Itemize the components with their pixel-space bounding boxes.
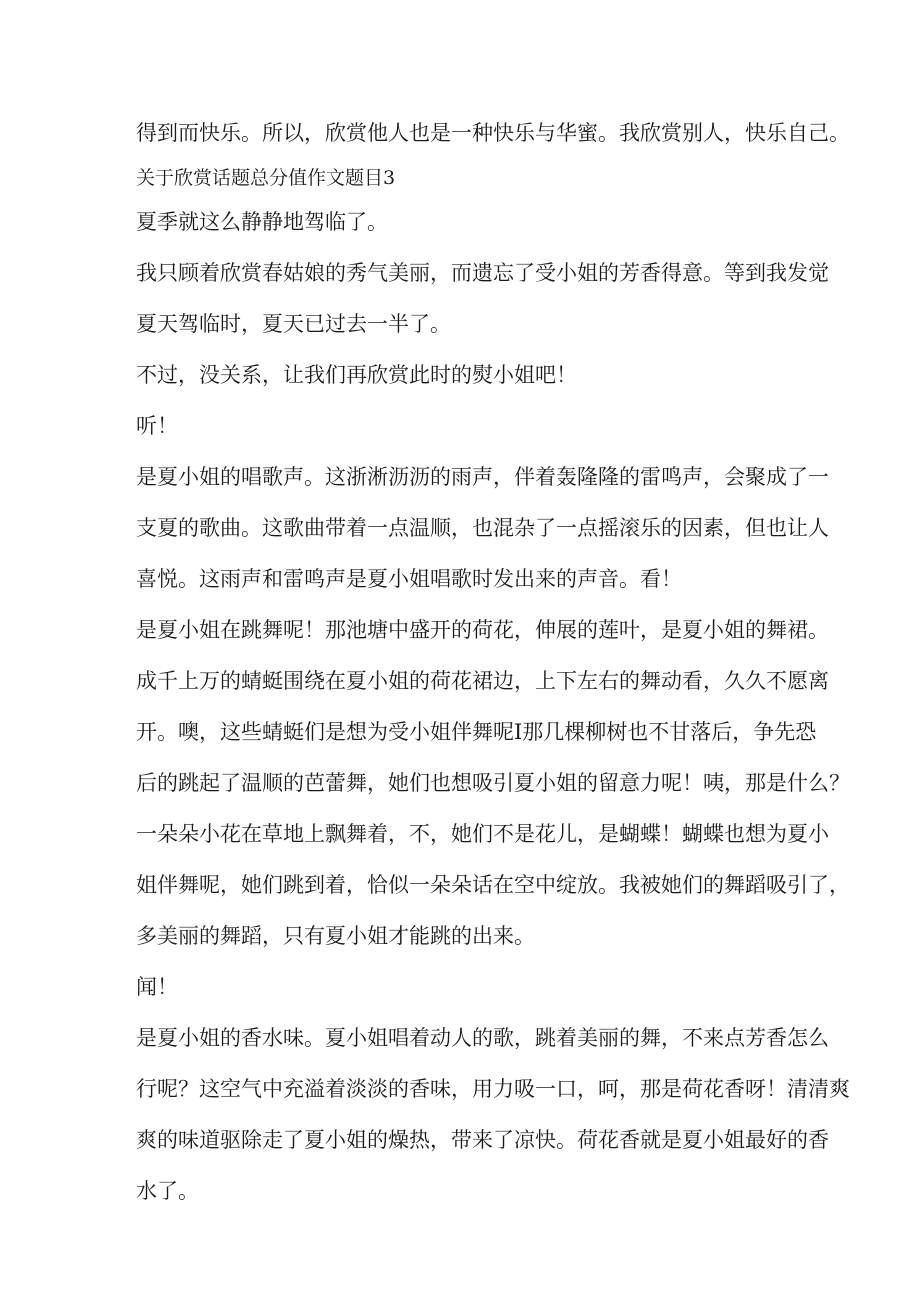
text-line: 是夏小姐的唱歌声。这浙淅沥沥的雨声，伴着轰隆隆的雷鸣声，会聚成了一 xyxy=(136,465,829,489)
text-line: 闻！ xyxy=(136,975,178,999)
document-body xyxy=(136,108,850,1217)
text-line: 一朵朵小花在草地上飘舞着，不，她们不是花儿，是蝴蝶！蝴蝶也想为夏小 xyxy=(136,822,829,846)
paragraph-5 xyxy=(136,452,836,605)
text-line: 夏天驾临时，夏天已过去一半了。 xyxy=(136,312,451,336)
text-line: 夏季就这么静静地驾临了。 xyxy=(136,210,388,234)
section-title: 关于欣赏话题总分值作文题目3 xyxy=(136,167,396,189)
paragraph-8 xyxy=(136,1013,850,1217)
text-line: 水了。 xyxy=(136,1179,199,1203)
opening-paragraph xyxy=(136,108,850,159)
text-line: 听！ xyxy=(136,414,178,438)
paragraph-7 xyxy=(136,962,836,1013)
text-line: 姐伴舞呢，她们跳到着，恰似一朵朵话在空中绽放。我被她们的舞蹈吸引了， xyxy=(136,873,850,897)
text-line: 支夏的歌曲。这歌曲带着一点温顺，也混杂了一点摇滚乐的因素，但也让人 xyxy=(136,516,829,540)
text-line: 不过，没关系，让我们再欣赏此时的熨小姐吧！ xyxy=(136,363,577,387)
text-line: 我只顾着欣赏春姑娘的秀气美丽，而遗忘了受小姐的芳香得意。等到我发觉 xyxy=(136,261,829,285)
text-line: 爽的味道驱除走了夏小姐的燥热，带来了凉快。荷花香就是夏小姐最好的香 xyxy=(136,1128,829,1152)
paragraph-6 xyxy=(136,605,850,962)
paragraph-1 xyxy=(136,197,836,248)
text-line: 多美丽的舞蹈，只有夏小姐才能跳的出来。 xyxy=(136,924,535,948)
text-line: 成千上万的蜻蜓围绕在夏小姐的荷花裙边，上下左右的舞动看，久久不愿离 xyxy=(136,669,829,693)
text-line: 是夏小姐在跳舞呢！那池塘中盛开的荷花，伸展的莲叶，是夏小姐的舞裙。 xyxy=(136,618,829,642)
text-line: 开。噢，这些蜻蜓们是想为受小姐伴舞呢I那几棵柳树也不甘落后，争先恐 xyxy=(136,720,817,744)
paragraph-4 xyxy=(136,401,836,452)
text-line: 后的跳起了温顺的芭蕾舞，她们也想吸引夏小姐的留意力呢！咦，那是什么？ xyxy=(136,771,850,795)
text-line: 行呢？这空气中充溢着淡淡的香味，用力吸一口，呵，那是荷花香呀！清清爽 xyxy=(136,1077,850,1101)
text-line: 是夏小姐的香水味。夏小姐唱着动人的歌，跳着美丽的舞，不来点芳香怎么 xyxy=(136,1026,829,1050)
text-line: 喜悦。这雨声和雷鸣声是夏小姐唱歌时发出来的声音。看！ xyxy=(136,567,682,591)
text-line: 得到而快乐。所以，欣赏他人也是一种快乐与华蜜。我欣赏别人，快乐自己。 xyxy=(136,121,850,145)
paragraph-3 xyxy=(136,350,836,401)
paragraph-2 xyxy=(136,248,836,350)
